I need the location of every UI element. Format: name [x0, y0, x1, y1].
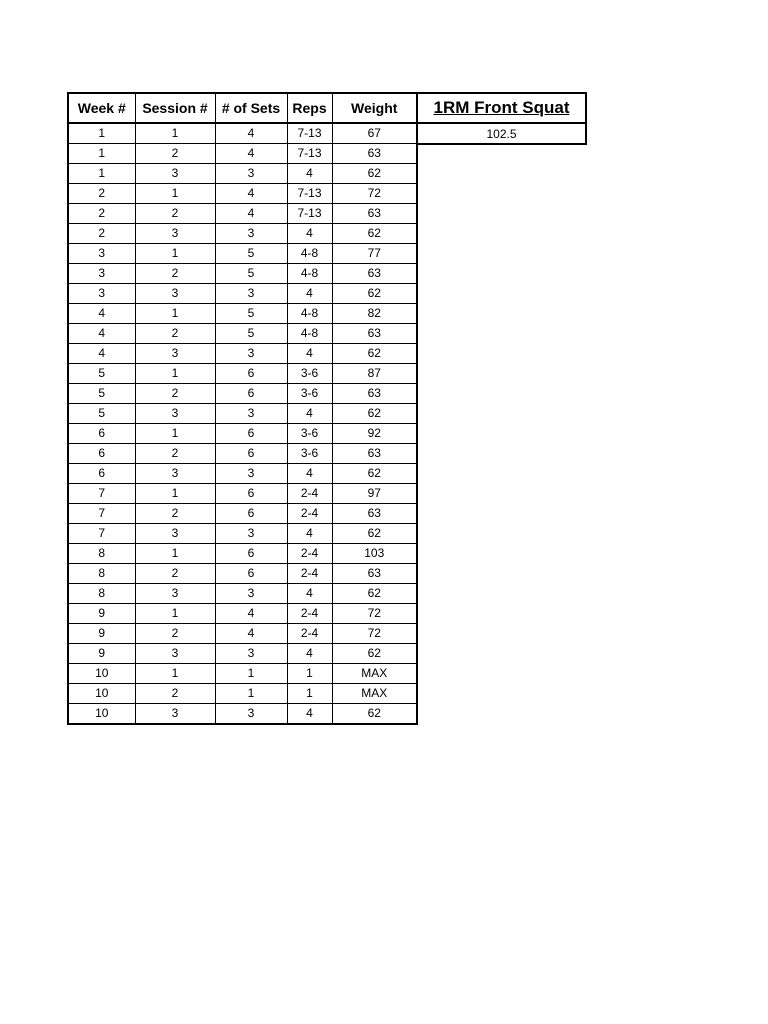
cell-session: 1	[135, 244, 215, 264]
cell-weight: 63	[332, 324, 417, 344]
cell-reps: 4	[287, 584, 332, 604]
cell-session: 1	[135, 364, 215, 384]
cell-sets: 6	[215, 364, 287, 384]
table-row	[68, 544, 417, 564]
cell-sets: 6	[215, 384, 287, 404]
table-row	[68, 664, 417, 684]
cell-week: 10	[68, 704, 135, 725]
table-row	[68, 184, 417, 204]
cell-weight: MAX	[332, 684, 417, 704]
cell-session: 3	[135, 164, 215, 184]
cell-week: 2	[68, 204, 135, 224]
cell-reps: 7-13	[287, 123, 332, 144]
cell-reps: 2-4	[287, 504, 332, 524]
table-row	[68, 144, 417, 164]
cell-sets: 4	[215, 624, 287, 644]
table-header-row	[68, 93, 417, 123]
table-row	[68, 324, 417, 344]
cell-reps: 4	[287, 164, 332, 184]
cell-week: 7	[68, 484, 135, 504]
cell-week: 8	[68, 564, 135, 584]
cell-session: 2	[135, 564, 215, 584]
cell-session: 3	[135, 404, 215, 424]
cell-session: 3	[135, 644, 215, 664]
cell-week: 4	[68, 304, 135, 324]
cell-weight: 63	[332, 144, 417, 164]
cell-week: 8	[68, 544, 135, 564]
cell-session: 1	[135, 604, 215, 624]
cell-session: 3	[135, 344, 215, 364]
cell-session: 2	[135, 624, 215, 644]
table-row	[68, 564, 417, 584]
cell-session: 1	[135, 484, 215, 504]
cell-weight: 67	[332, 123, 417, 144]
table-row	[68, 584, 417, 604]
cell-sets: 4	[215, 184, 287, 204]
cell-weight: 63	[332, 204, 417, 224]
cell-week: 2	[68, 224, 135, 244]
cell-reps: 4-8	[287, 244, 332, 264]
table-row	[68, 704, 417, 725]
cell-reps: 4	[287, 524, 332, 544]
cell-reps: 4	[287, 224, 332, 244]
cell-sets: 5	[215, 304, 287, 324]
cell-session: 1	[135, 424, 215, 444]
table-row	[68, 344, 417, 364]
cell-reps: 3-6	[287, 424, 332, 444]
cell-weight: 63	[332, 444, 417, 464]
table-body	[68, 123, 417, 724]
cell-session: 2	[135, 444, 215, 464]
cell-sets: 3	[215, 704, 287, 725]
cell-weight: 77	[332, 244, 417, 264]
cell-reps: 7-13	[287, 144, 332, 164]
header-reps: Reps	[287, 93, 332, 123]
table-row	[68, 464, 417, 484]
table-row	[68, 204, 417, 224]
cell-sets: 6	[215, 564, 287, 584]
cell-session: 1	[135, 664, 215, 684]
workout-table	[67, 92, 418, 725]
cell-week: 2	[68, 184, 135, 204]
cell-weight: 63	[332, 504, 417, 524]
cell-reps: 4	[287, 464, 332, 484]
cell-reps: 3-6	[287, 384, 332, 404]
cell-session: 2	[135, 264, 215, 284]
cell-weight: 72	[332, 184, 417, 204]
cell-weight: 92	[332, 424, 417, 444]
cell-reps: 4-8	[287, 324, 332, 344]
cell-reps: 3-6	[287, 364, 332, 384]
cell-sets: 4	[215, 204, 287, 224]
table-row	[68, 444, 417, 464]
cell-week: 6	[68, 464, 135, 484]
cell-week: 5	[68, 404, 135, 424]
cell-reps: 2-4	[287, 544, 332, 564]
cell-sets: 5	[215, 264, 287, 284]
table-row	[68, 244, 417, 264]
cell-sets: 6	[215, 424, 287, 444]
cell-session: 3	[135, 464, 215, 484]
cell-sets: 3	[215, 524, 287, 544]
cell-sets: 1	[215, 664, 287, 684]
one-rm-title: 1RM Front Squat	[417, 93, 586, 123]
table-row	[68, 224, 417, 244]
cell-session: 2	[135, 684, 215, 704]
cell-session: 2	[135, 384, 215, 404]
cell-week: 3	[68, 244, 135, 264]
cell-sets: 4	[215, 123, 287, 144]
cell-session: 3	[135, 524, 215, 544]
table-row	[68, 364, 417, 384]
cell-sets: 3	[215, 584, 287, 604]
cell-week: 6	[68, 444, 135, 464]
cell-weight: 87	[332, 364, 417, 384]
cell-session: 2	[135, 144, 215, 164]
cell-sets: 1	[215, 684, 287, 704]
cell-week: 5	[68, 384, 135, 404]
cell-week: 4	[68, 344, 135, 364]
table-row	[68, 264, 417, 284]
cell-week: 1	[68, 144, 135, 164]
cell-sets: 6	[215, 544, 287, 564]
header-session: Session #	[135, 93, 215, 123]
table-row	[68, 284, 417, 304]
cell-weight: 62	[332, 704, 417, 725]
cell-weight: 97	[332, 484, 417, 504]
cell-week: 10	[68, 664, 135, 684]
cell-sets: 5	[215, 324, 287, 344]
cell-sets: 3	[215, 164, 287, 184]
one-rm-value: 102.5	[486, 126, 517, 141]
header-weight: Weight	[332, 93, 417, 123]
table-row	[68, 624, 417, 644]
table-row	[68, 123, 417, 144]
cell-reps: 7-13	[287, 184, 332, 204]
cell-week: 9	[68, 644, 135, 664]
cell-sets: 6	[215, 444, 287, 464]
cell-reps: 4	[287, 644, 332, 664]
cell-week: 7	[68, 524, 135, 544]
table-row	[68, 484, 417, 504]
cell-week: 3	[68, 284, 135, 304]
cell-sets: 3	[215, 224, 287, 244]
cell-weight: 62	[332, 524, 417, 544]
cell-week: 10	[68, 684, 135, 704]
cell-session: 3	[135, 284, 215, 304]
table-row	[68, 164, 417, 184]
cell-sets: 4	[215, 604, 287, 624]
cell-week: 3	[68, 264, 135, 284]
cell-sets: 5	[215, 244, 287, 264]
cell-week: 7	[68, 504, 135, 524]
cell-reps: 2-4	[287, 564, 332, 584]
cell-session: 3	[135, 224, 215, 244]
cell-reps: 4	[287, 344, 332, 364]
cell-weight: 62	[332, 404, 417, 424]
cell-session: 1	[135, 544, 215, 564]
cell-weight: 62	[332, 464, 417, 484]
header-sets: # of Sets	[215, 93, 287, 123]
cell-sets: 3	[215, 284, 287, 304]
cell-sets: 3	[215, 644, 287, 664]
cell-weight: 72	[332, 624, 417, 644]
cell-weight: 62	[332, 584, 417, 604]
cell-session: 2	[135, 204, 215, 224]
cell-week: 1	[68, 123, 135, 144]
table-row	[68, 604, 417, 624]
one-rm-box	[416, 92, 587, 145]
cell-week: 1	[68, 164, 135, 184]
cell-week: 4	[68, 324, 135, 344]
cell-week: 8	[68, 584, 135, 604]
cell-sets: 3	[215, 464, 287, 484]
cell-weight: 62	[332, 164, 417, 184]
cell-sets: 3	[215, 344, 287, 364]
cell-reps: 4-8	[287, 304, 332, 324]
cell-session: 1	[135, 184, 215, 204]
cell-reps: 3-6	[287, 444, 332, 464]
cell-weight: 63	[332, 384, 417, 404]
table-row	[68, 404, 417, 424]
table-row	[68, 644, 417, 664]
cell-reps: 2-4	[287, 624, 332, 644]
table-row	[68, 524, 417, 544]
cell-reps: 7-13	[287, 204, 332, 224]
cell-weight: 63	[332, 264, 417, 284]
cell-reps: 1	[287, 664, 332, 684]
cell-session: 2	[135, 324, 215, 344]
cell-weight: 72	[332, 604, 417, 624]
cell-week: 9	[68, 604, 135, 624]
cell-sets: 6	[215, 484, 287, 504]
table-row	[68, 504, 417, 524]
cell-weight: 62	[332, 224, 417, 244]
cell-reps: 1	[287, 684, 332, 704]
cell-sets: 4	[215, 144, 287, 164]
cell-weight: MAX	[332, 664, 417, 684]
cell-sets: 6	[215, 504, 287, 524]
table-row	[68, 304, 417, 324]
cell-sets: 3	[215, 404, 287, 424]
cell-weight: 82	[332, 304, 417, 324]
cell-weight: 63	[332, 564, 417, 584]
cell-reps: 2-4	[287, 604, 332, 624]
cell-session: 1	[135, 304, 215, 324]
cell-week: 6	[68, 424, 135, 444]
cell-reps: 4	[287, 704, 332, 725]
cell-reps: 4	[287, 404, 332, 424]
cell-weight: 62	[332, 344, 417, 364]
cell-week: 5	[68, 364, 135, 384]
table-row	[68, 424, 417, 444]
cell-session: 1	[135, 123, 215, 144]
table-row	[68, 384, 417, 404]
cell-session: 2	[135, 504, 215, 524]
cell-weight: 103	[332, 544, 417, 564]
cell-reps: 2-4	[287, 484, 332, 504]
cell-week: 9	[68, 624, 135, 644]
cell-weight: 62	[332, 644, 417, 664]
cell-reps: 4	[287, 284, 332, 304]
cell-weight: 62	[332, 284, 417, 304]
cell-reps: 4-8	[287, 264, 332, 284]
table-row	[68, 684, 417, 704]
header-week: Week #	[68, 93, 135, 123]
cell-session: 3	[135, 704, 215, 725]
cell-session: 3	[135, 584, 215, 604]
